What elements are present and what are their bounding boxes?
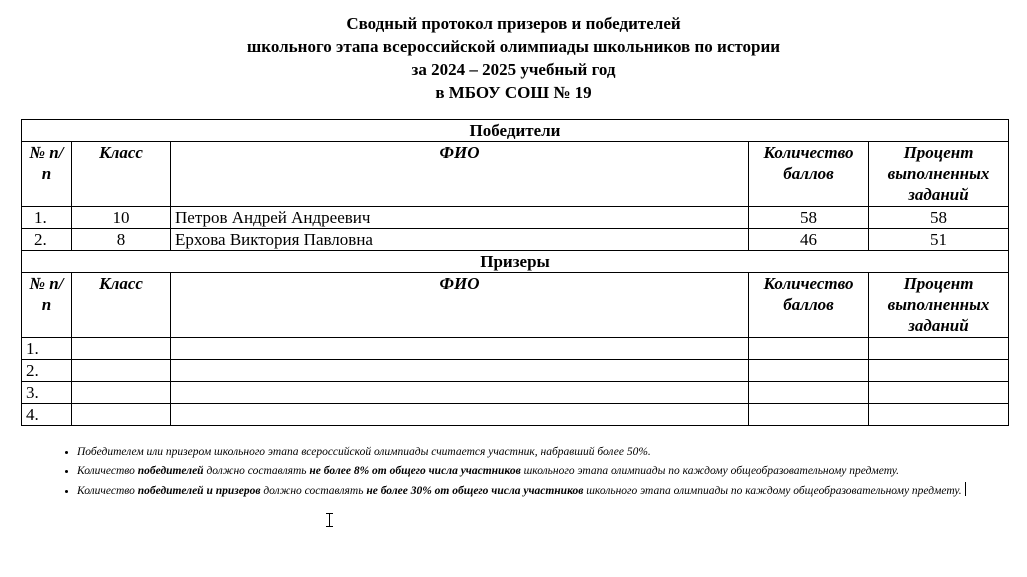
- cell-fio: [171, 382, 749, 404]
- ibeam-cursor-icon: [326, 513, 333, 527]
- note-text: должно составлять: [203, 465, 310, 477]
- cell-class: 8: [72, 229, 171, 251]
- note-emphasis: победителей и призеров: [137, 485, 261, 497]
- cell-score: 58: [749, 207, 869, 229]
- table-row: [22, 404, 1009, 426]
- cell-class: 10: [72, 207, 171, 229]
- cell-class: [72, 360, 171, 382]
- table-row: [22, 382, 1009, 404]
- note-item: [77, 482, 1007, 500]
- cell-percent: [869, 404, 1009, 426]
- cell-class: [72, 382, 171, 404]
- cell-num: 3.: [22, 382, 72, 404]
- col-header-score: Количество баллов: [749, 273, 869, 338]
- col-header-num: № п/п: [22, 142, 72, 207]
- cell-fio: Ерхова Виктория Павловна: [171, 229, 749, 251]
- note-emphasis: победителей: [137, 465, 204, 477]
- note-emphasis: не более 8% от общего числа участников: [309, 465, 521, 477]
- cell-fio: [171, 360, 749, 382]
- note-text: должно составлять: [260, 485, 367, 497]
- cell-fio: [171, 338, 749, 360]
- winners-heading: Победители: [22, 120, 1009, 142]
- title-line-4: в МБОУ СОШ № 19: [435, 83, 592, 102]
- note-text: школьного этапа олимпиады по каждому общеобразовательному предмету.: [583, 485, 962, 497]
- cell-fio: [171, 404, 749, 426]
- cell-score: [749, 360, 869, 382]
- table-row: [22, 229, 1009, 251]
- col-header-class: Класс: [72, 273, 171, 338]
- cell-num: 1.: [22, 207, 72, 229]
- protocol-table: [21, 119, 1009, 426]
- note-text: Победителем или призером школьного этапа всероссийской олимпиады считается участник, набравший более 50%.: [77, 446, 651, 458]
- title-line-1: Сводный протокол призеров и победителей: [346, 14, 681, 33]
- cell-score: [749, 382, 869, 404]
- document-title: [0, 12, 1027, 104]
- note-item: [77, 463, 1007, 480]
- note-text: Количество: [77, 465, 138, 477]
- winners-header-row: [22, 142, 1009, 207]
- col-header-score: Количество баллов: [749, 142, 869, 207]
- prizewinners-heading: Призеры: [22, 251, 1009, 273]
- cell-num: 4.: [22, 404, 72, 426]
- note-text: школьного этапа олимпиады по каждому общеобразовательному предмету.: [520, 465, 899, 477]
- cell-fio: Петров Андрей Андреевич: [171, 207, 749, 229]
- cell-score: [749, 404, 869, 426]
- cell-num: 2.: [22, 229, 72, 251]
- col-header-fio: ФИО: [171, 273, 749, 338]
- note-item: [77, 444, 1007, 461]
- cell-class: [72, 404, 171, 426]
- notes-list: [55, 444, 1007, 502]
- note-text: Количество: [77, 485, 138, 497]
- title-line-3: за 2024 – 2025 учебный год: [411, 60, 616, 79]
- cell-class: [72, 338, 171, 360]
- cell-percent: [869, 338, 1009, 360]
- cell-percent: 51: [869, 229, 1009, 251]
- cell-score: 46: [749, 229, 869, 251]
- title-line-2: школьного этапа всероссийской олимпиады школьников по истории: [246, 37, 781, 56]
- col-header-percent: Процент выполненных заданий: [869, 273, 1009, 338]
- text-caret[interactable]: [965, 482, 966, 496]
- col-header-fio: ФИО: [171, 142, 749, 207]
- cell-num: 1.: [22, 338, 72, 360]
- table-row: [22, 338, 1009, 360]
- prizewinners-header-row: [22, 273, 1009, 338]
- col-header-percent: Процент выполненных заданий: [869, 142, 1009, 207]
- cell-percent: [869, 382, 1009, 404]
- cell-percent: 58: [869, 207, 1009, 229]
- table-row: [22, 360, 1009, 382]
- col-header-num: № п/п: [22, 273, 72, 338]
- table-row: [22, 207, 1009, 229]
- col-header-class: Класс: [72, 142, 171, 207]
- cell-percent: [869, 360, 1009, 382]
- note-emphasis: не более 30% от общего числа участников: [366, 485, 584, 497]
- cell-num: 2.: [22, 360, 72, 382]
- cell-score: [749, 338, 869, 360]
